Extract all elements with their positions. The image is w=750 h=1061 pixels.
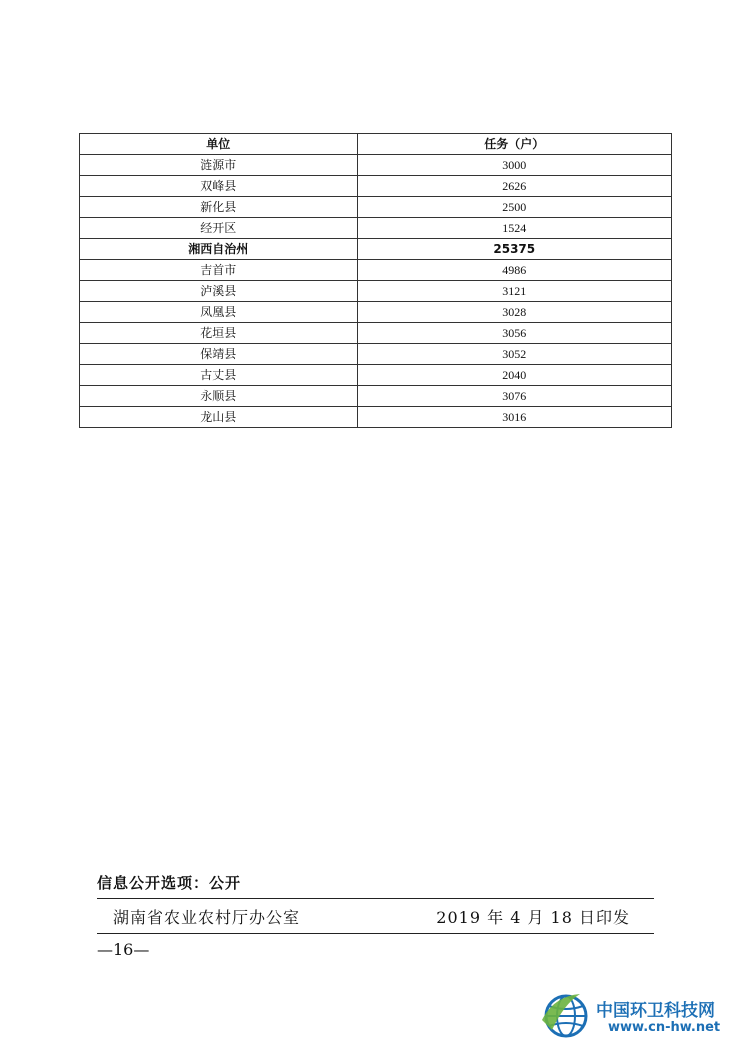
unit-cell: 新化县 [80,197,358,218]
task-cell: 3076 [357,386,671,407]
unit-cell: 经开区 [80,218,358,239]
issue-date: 2019 年 4 月 18 日印发 [436,908,630,927]
task-cell: 2626 [357,176,671,197]
task-cell: 3056 [357,323,671,344]
task-cell: 2500 [357,197,671,218]
task-cell: 1524 [357,218,671,239]
table-row [80,155,672,176]
task-column-header: 任务（户） [357,134,671,155]
table-body [80,155,672,428]
unit-cell: 涟源市 [80,155,358,176]
table-header-row [80,134,672,155]
unit-cell: 凤凰县 [80,302,358,323]
table-row [80,323,672,344]
watermark-site-name: 中国环卫科技网 [596,1001,715,1021]
unit-cell: 湘西自治州 [80,239,358,260]
table-row [80,407,672,428]
unit-cell: 龙山县 [80,407,358,428]
table-row [80,260,672,281]
task-cell: 2040 [357,365,671,386]
unit-cell: 双峰县 [80,176,358,197]
task-cell: 4986 [357,260,671,281]
table-row [80,218,672,239]
page-number: —16— [97,940,150,959]
table-row [80,344,672,365]
unit-cell: 泸溪县 [80,281,358,302]
task-cell: 3028 [357,302,671,323]
watermark [540,990,740,1045]
table-row [80,365,672,386]
table-row [80,197,672,218]
issuing-office: 湖南省农业农村厅办公室 [113,908,301,927]
task-cell: 3000 [357,155,671,176]
table-row [80,386,672,407]
task-cell: 3121 [357,281,671,302]
unit-cell: 吉首市 [80,260,358,281]
watermark-url: www.cn-hw.net [608,1020,721,1035]
footer-rule-top [97,898,654,899]
table-row [80,239,672,260]
footer-rule-bottom [97,933,654,934]
unit-cell: 永顺县 [80,386,358,407]
task-cell: 3016 [357,407,671,428]
table-row [80,281,672,302]
task-cell: 3052 [357,344,671,365]
table-row [80,302,672,323]
unit-cell: 花垣县 [80,323,358,344]
task-allocation-table [79,133,672,428]
disclosure-option: 信息公开选项：公开 [97,874,242,892]
globe-logo-icon [540,990,592,1042]
table-row [80,176,672,197]
unit-cell: 古丈县 [80,365,358,386]
unit-cell: 保靖县 [80,344,358,365]
unit-column-header: 单位 [80,134,358,155]
task-cell: 25375 [357,239,671,260]
